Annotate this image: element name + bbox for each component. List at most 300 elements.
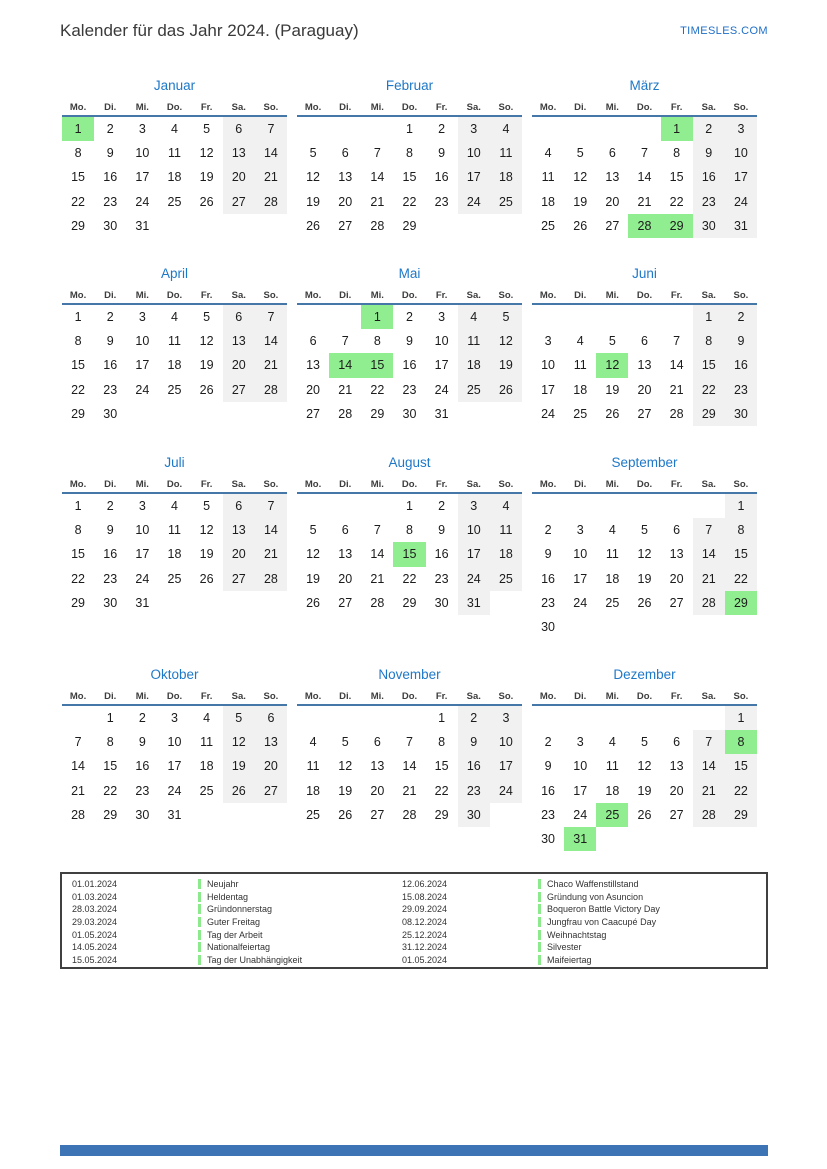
day-cell: 5 [203, 499, 211, 514]
empty-cell [158, 402, 190, 426]
day-cell: 22 [370, 382, 385, 397]
day-cell: 12 [306, 170, 321, 185]
day-cell-weekend: 28 [255, 190, 287, 214]
legend-date: 15.08.2024 [402, 891, 448, 902]
day-cell-weekend: 3 [725, 117, 757, 141]
holiday-marker-icon [198, 892, 201, 902]
weekday-header [532, 690, 757, 706]
legend-date: 12.06.2024 [402, 879, 448, 890]
weekday-header [62, 690, 287, 706]
day-cell: 25 [199, 783, 214, 798]
weekday-label: Fr. [670, 691, 683, 702]
empty-cell [628, 615, 660, 639]
day-cell: 13 [637, 358, 652, 373]
legend-date: 15.05.2024 [72, 954, 118, 965]
day-cell: 4 [171, 499, 178, 514]
weekday-label: So. [733, 479, 749, 490]
day-cell: 17 [434, 358, 449, 373]
day-cell: 23 [103, 194, 118, 209]
day-cell-weekend: 24 [725, 190, 757, 214]
month-title: Mai [398, 266, 421, 281]
day-cell-weekend: 6 [223, 117, 255, 141]
empty-cell [596, 494, 628, 518]
day-grid [297, 706, 522, 827]
day-cell: 12 [637, 547, 652, 562]
day-cell: 12 [199, 523, 214, 538]
day-cell: 8 [106, 735, 114, 750]
day-cell: 23 [541, 807, 556, 822]
day-cell: 29 [370, 406, 385, 421]
day-cell: 8 [406, 146, 413, 161]
day-cell-weekend: 30 [458, 803, 490, 827]
day-cell: 3 [544, 334, 552, 349]
day-cell: 6 [341, 146, 349, 161]
day-cell-weekend: 28 [255, 567, 287, 591]
legend-date: 29.03.2024 [72, 917, 118, 928]
day-cell: 19 [573, 194, 588, 209]
day-cell: 15 [402, 170, 417, 185]
day-cell: 20 [338, 571, 353, 586]
day-cell: 19 [306, 194, 321, 209]
day-cell: 24 [135, 194, 150, 209]
day-cell-weekend: 20 [223, 165, 255, 189]
weekday-label: Do. [401, 691, 418, 702]
day-cell: 2 [406, 310, 413, 325]
day-cell: 22 [103, 783, 118, 798]
weekday-label: Di. [104, 479, 117, 490]
day-cell: 25 [306, 807, 321, 822]
day-cell: 9 [106, 334, 114, 349]
empty-cell [661, 305, 693, 329]
weekday-label: Mi. [370, 102, 384, 113]
day-cell: 8 [406, 523, 413, 538]
weekday-header [532, 101, 757, 117]
holiday-marker-icon [198, 917, 201, 927]
month-title: August [388, 455, 431, 470]
day-cell-weekend: 22 [725, 779, 757, 803]
day-cell: 6 [641, 334, 648, 349]
day-cell: 30 [103, 595, 118, 610]
day-cell: 27 [370, 807, 385, 822]
day-cell: 14 [370, 547, 385, 562]
empty-cell [596, 827, 628, 851]
weekday-label: Do. [166, 290, 183, 301]
day-cell: 19 [637, 571, 652, 586]
day-cell: 8 [673, 146, 681, 161]
month-mai [297, 258, 522, 426]
weekday-label: Mo. [304, 479, 322, 490]
day-cell-weekend: 9 [458, 730, 490, 754]
weekday-label: Sa. [231, 102, 246, 113]
legend-date: 31.12.2024 [402, 942, 448, 953]
weekday-header [532, 289, 757, 305]
day-cell: 30 [103, 218, 118, 233]
day-cell-weekend: 24 [490, 779, 522, 803]
day-cell: 6 [608, 146, 616, 161]
day-cell-weekend: 18 [490, 542, 522, 566]
day-cell: 28 [370, 218, 385, 233]
day-cell: 28 [402, 807, 417, 822]
empty-cell [564, 494, 596, 518]
day-cell: 18 [167, 358, 182, 373]
day-cell-weekend: 4 [490, 117, 522, 141]
weekday-label: So. [498, 479, 514, 490]
legend-date: 25.12.2024 [402, 929, 448, 940]
legend-holiday-name: Gründonnerstag [207, 904, 273, 915]
day-cell: 27 [637, 406, 652, 421]
day-cell: 18 [605, 783, 620, 798]
legend-holiday-name: Gründung von Asuncion [547, 891, 644, 902]
weekday-header [297, 478, 522, 494]
day-cell: 8 [74, 523, 82, 538]
month-oktober [62, 659, 287, 827]
weekday-label: Mi. [370, 290, 384, 301]
empty-cell [361, 706, 393, 730]
legend-date: 01.05.2024 [402, 954, 448, 965]
day-cell: 15 [71, 358, 86, 373]
day-cell-holiday: 31 [564, 827, 596, 851]
day-cell: 9 [106, 523, 114, 538]
weekday-label: Do. [166, 691, 183, 702]
day-cell: 26 [306, 595, 321, 610]
day-cell: 13 [370, 759, 385, 774]
day-cell: 26 [199, 382, 214, 397]
day-cell: 11 [541, 170, 555, 185]
weekday-label: So. [263, 102, 279, 113]
day-cell: 13 [306, 358, 321, 373]
day-cell-weekend: 23 [725, 378, 757, 402]
weekday-label: So. [498, 290, 514, 301]
day-cell: 12 [199, 146, 214, 161]
holiday-marker-icon [538, 942, 541, 952]
weekday-label: Sa. [701, 290, 716, 301]
day-cell: 28 [71, 807, 86, 822]
weekday-label: Mo. [304, 691, 322, 702]
day-cell: 25 [541, 218, 556, 233]
day-cell-weekend: 6 [255, 706, 287, 730]
day-cell-weekend: 4 [458, 305, 490, 329]
day-cell: 4 [608, 523, 616, 538]
day-cell: 26 [199, 571, 214, 586]
day-cell: 24 [573, 807, 588, 822]
day-cell-weekend: 26 [223, 779, 255, 803]
day-cell: 22 [669, 194, 684, 209]
empty-cell [297, 494, 329, 518]
day-cell: 4 [608, 735, 616, 750]
day-cell: 15 [103, 759, 118, 774]
day-cell-weekend: 31 [725, 214, 757, 238]
day-cell: 21 [637, 194, 652, 209]
holiday-marker-icon [198, 955, 201, 965]
day-cell: 1 [74, 310, 82, 325]
day-cell: 26 [306, 218, 321, 233]
empty-cell [564, 706, 596, 730]
day-cell: 20 [370, 783, 385, 798]
day-cell: 22 [71, 571, 86, 586]
empty-cell [661, 494, 693, 518]
day-grid [532, 305, 757, 426]
day-cell-weekend: 3 [458, 117, 490, 141]
day-cell: 10 [573, 547, 588, 562]
day-cell-weekend: 4 [490, 494, 522, 518]
empty-cell [458, 402, 490, 426]
day-cell: 10 [434, 334, 449, 349]
day-cell: 24 [167, 783, 182, 798]
day-cell: 16 [103, 547, 118, 562]
day-cell: 13 [605, 170, 620, 185]
day-grid [62, 305, 287, 426]
day-cell: 11 [168, 146, 181, 161]
weekday-label: Sa. [466, 290, 481, 301]
day-cell: 15 [71, 547, 86, 562]
day-cell: 22 [434, 783, 449, 798]
day-cell: 1 [406, 122, 413, 137]
day-cell: 17 [135, 547, 150, 562]
empty-cell [596, 117, 628, 141]
day-cell: 3 [171, 711, 178, 726]
day-cell: 4 [576, 334, 584, 349]
weekday-label: Do. [401, 290, 418, 301]
day-cell: 25 [573, 406, 588, 421]
day-cell: 26 [637, 595, 652, 610]
day-grid [62, 117, 287, 238]
day-cell: 5 [641, 523, 648, 538]
day-cell: 3 [138, 310, 146, 325]
legend-holiday-name: Boqueron Battle Victory Day [547, 904, 660, 915]
brand-link[interactable]: TIMESLES.COM [680, 25, 768, 37]
day-cell: 3 [138, 122, 146, 137]
day-cell: 10 [541, 358, 556, 373]
day-cell: 4 [171, 310, 178, 325]
day-cell: 31 [135, 218, 150, 233]
day-cell: 4 [171, 122, 178, 137]
day-cell: 31 [135, 595, 150, 610]
day-cell: 3 [438, 310, 446, 325]
legend-item [62, 928, 392, 941]
month-title: Dezember [613, 667, 676, 682]
empty-cell [532, 494, 564, 518]
weekday-label: Mo. [69, 691, 87, 702]
day-cell: 3 [138, 499, 146, 514]
day-cell-weekend: 24 [458, 190, 490, 214]
day-cell: 19 [306, 571, 321, 586]
empty-cell [693, 494, 725, 518]
day-cell-weekend: 17 [458, 165, 490, 189]
empty-cell [564, 305, 596, 329]
day-cell: 18 [167, 547, 182, 562]
day-cell: 23 [135, 783, 150, 798]
day-cell-weekend: 1 [725, 706, 757, 730]
weekday-label: Mo. [539, 479, 557, 490]
legend-date: 28.03.2024 [72, 904, 118, 915]
day-grid [532, 117, 757, 238]
day-cell-weekend: 5 [223, 706, 255, 730]
day-cell: 21 [402, 783, 417, 798]
day-cell: 20 [637, 382, 652, 397]
day-cell-weekend: 27 [223, 190, 255, 214]
day-cell: 8 [373, 334, 381, 349]
day-cell: 5 [341, 735, 349, 750]
day-cell: 5 [576, 146, 584, 161]
day-cell: 22 [71, 382, 86, 397]
day-cell-holiday: 1 [62, 117, 94, 141]
day-cell-holiday: 12 [596, 353, 628, 377]
day-cell-weekend: 23 [693, 190, 725, 214]
day-cell: 16 [434, 547, 449, 562]
day-cell-weekend: 26 [490, 378, 522, 402]
day-cell: 18 [306, 783, 321, 798]
day-cell-weekend: 6 [223, 494, 255, 518]
day-cell: 5 [309, 523, 317, 538]
holiday-marker-icon [198, 879, 201, 889]
empty-cell [532, 706, 564, 730]
legend-holiday-name: Chaco Waffenstillstand [547, 879, 639, 890]
day-cell-holiday: 8 [725, 730, 757, 754]
day-cell-weekend: 25 [458, 378, 490, 402]
day-cell-weekend: 14 [693, 542, 725, 566]
day-cell-weekend: 21 [255, 353, 287, 377]
day-cell-weekend: 19 [223, 754, 255, 778]
legend-date: 01.01.2024 [72, 879, 118, 890]
day-cell: 19 [605, 382, 620, 397]
day-cell: 11 [168, 334, 181, 349]
empty-cell [297, 305, 329, 329]
day-cell: 17 [135, 358, 150, 373]
empty-cell [255, 591, 287, 615]
legend-item [392, 916, 660, 929]
weekday-label: Mo. [69, 102, 87, 113]
weekday-label: Fr. [670, 479, 683, 490]
weekday-label: Fr. [435, 102, 448, 113]
weekday-label: Di. [574, 290, 587, 301]
day-cell: 11 [200, 735, 214, 750]
day-cell: 26 [199, 194, 214, 209]
month-title: April [160, 266, 188, 281]
empty-cell [255, 402, 287, 426]
day-cell-weekend: 12 [490, 329, 522, 353]
legend-holiday-name: Guter Freitag [207, 917, 261, 928]
legend-date: 08.12.2024 [402, 917, 448, 928]
weekday-label: Di. [339, 691, 352, 702]
day-cell: 12 [573, 170, 588, 185]
day-cell: 23 [103, 382, 118, 397]
month-september [532, 447, 757, 639]
day-grid [297, 305, 522, 426]
legend-item [62, 916, 392, 929]
day-cell: 2 [138, 711, 146, 726]
day-cell: 9 [406, 334, 413, 349]
month-title: Juni [632, 266, 657, 281]
day-cell-weekend: 10 [458, 518, 490, 542]
empty-cell [223, 591, 255, 615]
month-title: Februar [385, 78, 434, 93]
empty-cell [458, 214, 490, 238]
weekday-label: Fr. [435, 290, 448, 301]
day-cell: 28 [370, 595, 385, 610]
legend-item [392, 891, 660, 904]
empty-cell [426, 214, 458, 238]
day-cell-weekend: 27 [223, 378, 255, 402]
day-cell-weekend: 30 [725, 402, 757, 426]
month-februar [297, 70, 522, 238]
day-cell: 30 [103, 406, 118, 421]
day-cell: 27 [669, 595, 684, 610]
weekday-label: Sa. [466, 479, 481, 490]
day-cell: 7 [341, 334, 349, 349]
weekday-label: So. [263, 479, 279, 490]
weekday-label: Mi. [135, 479, 149, 490]
empty-cell [628, 706, 660, 730]
day-cell: 2 [544, 523, 552, 538]
day-cell: 20 [338, 194, 353, 209]
empty-cell [329, 706, 361, 730]
day-cell-weekend: 21 [693, 779, 725, 803]
day-cell: 29 [103, 807, 118, 822]
day-cell-weekend: 2 [725, 305, 757, 329]
legend-item [62, 878, 392, 891]
day-cell-weekend: 28 [255, 378, 287, 402]
day-cell-holiday: 25 [596, 803, 628, 827]
empty-cell [725, 827, 757, 851]
day-cell-weekend: 18 [458, 353, 490, 377]
day-cell-weekend: 28 [693, 803, 725, 827]
day-cell: 16 [103, 358, 118, 373]
day-cell: 15 [434, 759, 449, 774]
weekday-label: Do. [166, 479, 183, 490]
holiday-marker-icon [538, 904, 541, 914]
weekday-label: Do. [636, 691, 653, 702]
day-cell-weekend: 25 [490, 567, 522, 591]
legend-holiday-name: Silvester [547, 942, 582, 953]
day-cell: 21 [669, 382, 684, 397]
holiday-marker-icon [198, 942, 201, 952]
day-cell: 23 [434, 571, 449, 586]
day-cell: 4 [309, 735, 317, 750]
weekday-label: Mi. [605, 479, 619, 490]
day-cell: 2 [438, 499, 446, 514]
day-cell: 4 [544, 146, 552, 161]
month-januar [62, 70, 287, 238]
day-cell-weekend: 8 [693, 329, 725, 353]
weekday-label: Do. [636, 290, 653, 301]
day-cell: 10 [135, 523, 150, 538]
day-cell-weekend: 1 [725, 494, 757, 518]
legend-item [392, 941, 660, 954]
empty-cell [329, 117, 361, 141]
day-cell: 24 [135, 571, 150, 586]
day-cell-weekend: 10 [458, 141, 490, 165]
day-cell: 2 [106, 499, 114, 514]
empty-cell [62, 706, 94, 730]
empty-cell [596, 615, 628, 639]
day-cell: 11 [573, 358, 587, 373]
empty-cell [393, 706, 425, 730]
day-cell-weekend: 24 [458, 567, 490, 591]
day-cell: 25 [167, 571, 182, 586]
day-cell: 8 [74, 334, 82, 349]
day-cell: 1 [74, 499, 82, 514]
day-cell-weekend: 13 [223, 141, 255, 165]
day-cell-weekend: 19 [490, 353, 522, 377]
day-cell-weekend: 20 [223, 353, 255, 377]
weekday-label: So. [263, 691, 279, 702]
weekday-label: So. [733, 691, 749, 702]
footer-bar [60, 1145, 768, 1156]
day-cell-weekend: 31 [458, 591, 490, 615]
weekday-header [297, 101, 522, 117]
day-cell-weekend: 14 [255, 518, 287, 542]
empty-cell [628, 494, 660, 518]
